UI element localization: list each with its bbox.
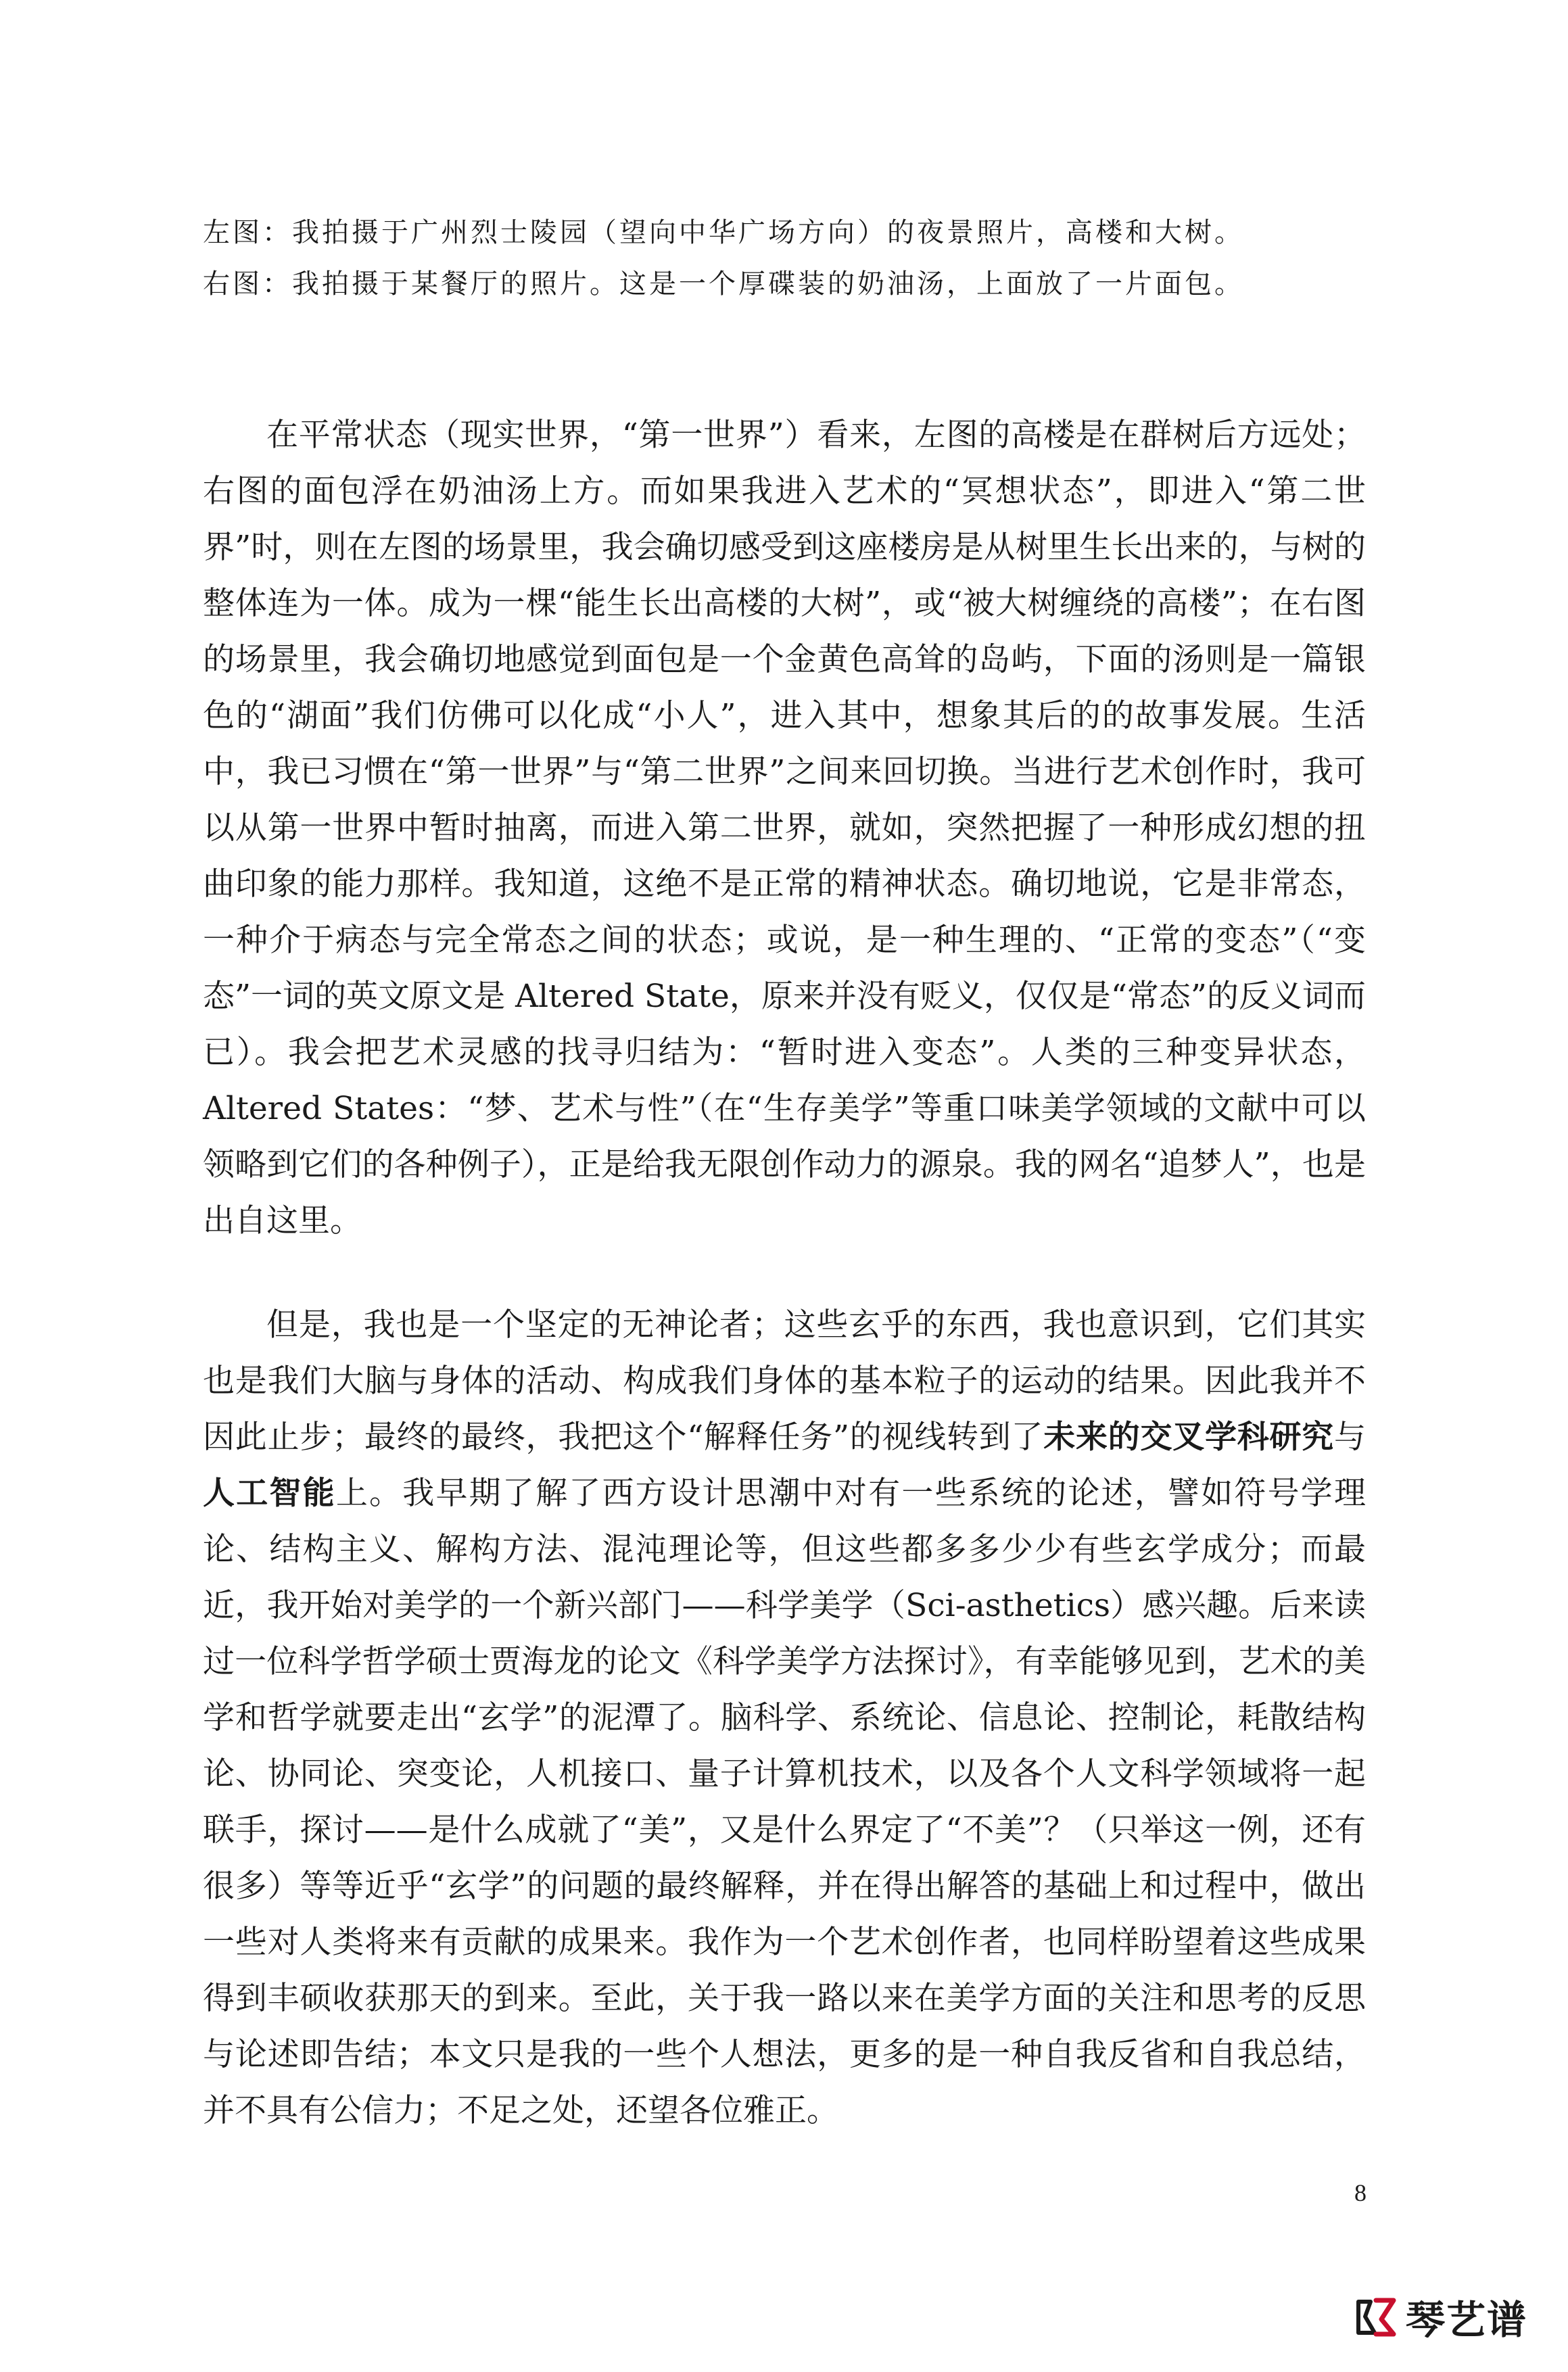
paragraph-1: 在平常状态（现实世界，“第一世界”）看来，左图的高楼是在群树后方远处；右图的面包浮在奶油汤上方。而如果我进入艺术的“冥想状态”，即进入“第二世界”时，则在左图的场景里，我会确切感受到这座楼房是从树里生长出来的，与树的整体连为一体。成为一棵“能生长出高楼的大树”，或“被大树缠绕的高楼”；在右图的场景里，我会确切地感觉到面包是一个金黄色高耸的岛屿，下面的汤则是一篇银色的“湖面”我们仿佛可以化成“小人”，进入其中，想象其后的的故事发展。生活中，我已习惯在“第一世界”与“第二世界”之间来回切换。当进行艺术创作时，我可以从第一世界中暂时抽离，而进入第二世界，就如，突然把握了一种形成幻想的扭曲印象的能力那样。我知道，这绝不是正常的精神状态。确切地说，它是非常态，一种介于病态与完全常态之间的状态；或说，是一种生理的、“正常的变态”（“变态”一词的英文原文是 Altered State，原来并没有贬义，仅仅是“常态”的反义词而已）。我会把艺术灵感的找寻归结为：“暂时进入变态”。人类的三种变异状态，Altered States：“梦、艺术与性”（在“生存美学”等重口味美学领域的文献中可以领略到它们的各种例子），正是给我无限创作动力的源泉。我的网名“追梦人”，也是出自这里。 — [203, 417, 1366, 1239]
watermark-text: 琴艺谱 — [1405, 2297, 1527, 2343]
bold-phrase-ai: 人工智能 — [203, 1475, 336, 1512]
page-number: 8 — [1354, 2179, 1367, 2206]
bold-phrase-interdisciplinary: 未来的交叉学科研究 — [1043, 1419, 1334, 1456]
paragraph-2-part-a: 但是，我也是一个坚定的无神论者；这些玄乎的东西，我也意识到，它们其实也是我们大脑与身体的活动、构成我们身体的基本粒子的运动的结果。因此我并不因此止步；最终的最终，我把这个“解释任务”的视线转到了 — [203, 1306, 1366, 1456]
paragraph-2 — [203, 1297, 1366, 2139]
paragraph-2-part-d: 上。我早期了解了西方设计思潮中对有一些系统的论述，譬如符号学理论、结构主义、解构方法、混沌理论等，但这些都多多少少有些玄学成分；而最近，我开始对美学的一个新兴部门——科学美学（Sci-asthetics）感兴趣。后来读过一位科学哲学硕士贾海龙的论文《科学美学方法探讨》，有幸能够见到，艺术的美学和哲学就要走出“玄学”的泥潭了。脑科学、系统论、信息论、控制论，耗散结构论、协同论、突变论，人机接口、量子计算机技术，以及各个人文科学领域将一起联手，探讨——是什么成就了“美”，又是什么界定了“不美”？（只举这一例，还有很多）等等近乎“玄学”的问题的最终解释，并在得出解答的基础上和过程中，做出一些对人类将来有贡献的成果来。我作为一个艺术创作者，也同样盼望着这些成果得到丰硕收获那天的到来。至此，关于我一路以来在美学方面的关注和思考的反思与论述即告结；本文只是我的一些个人想法，更多的是一种自我反省和自我总结，并不具有公信力；不足之处，还望各位雅正。 — [203, 1475, 1367, 2129]
caption-right: 右图：我拍摄于某餐厅的照片。这是一个厚碟装的奶油汤，上面放了一片面包。 — [203, 268, 1244, 300]
caption-left: 左图：我拍摄于广州烈士陵园（望向中华广场方向）的夜景照片，高楼和大树。 — [203, 217, 1244, 248]
watermark — [1352, 2288, 1527, 2345]
paragraph-2-part-c: 与 — [1334, 1419, 1366, 1456]
image-captions — [203, 207, 1379, 310]
qinyipu-logo-icon — [1352, 2292, 1400, 2341]
